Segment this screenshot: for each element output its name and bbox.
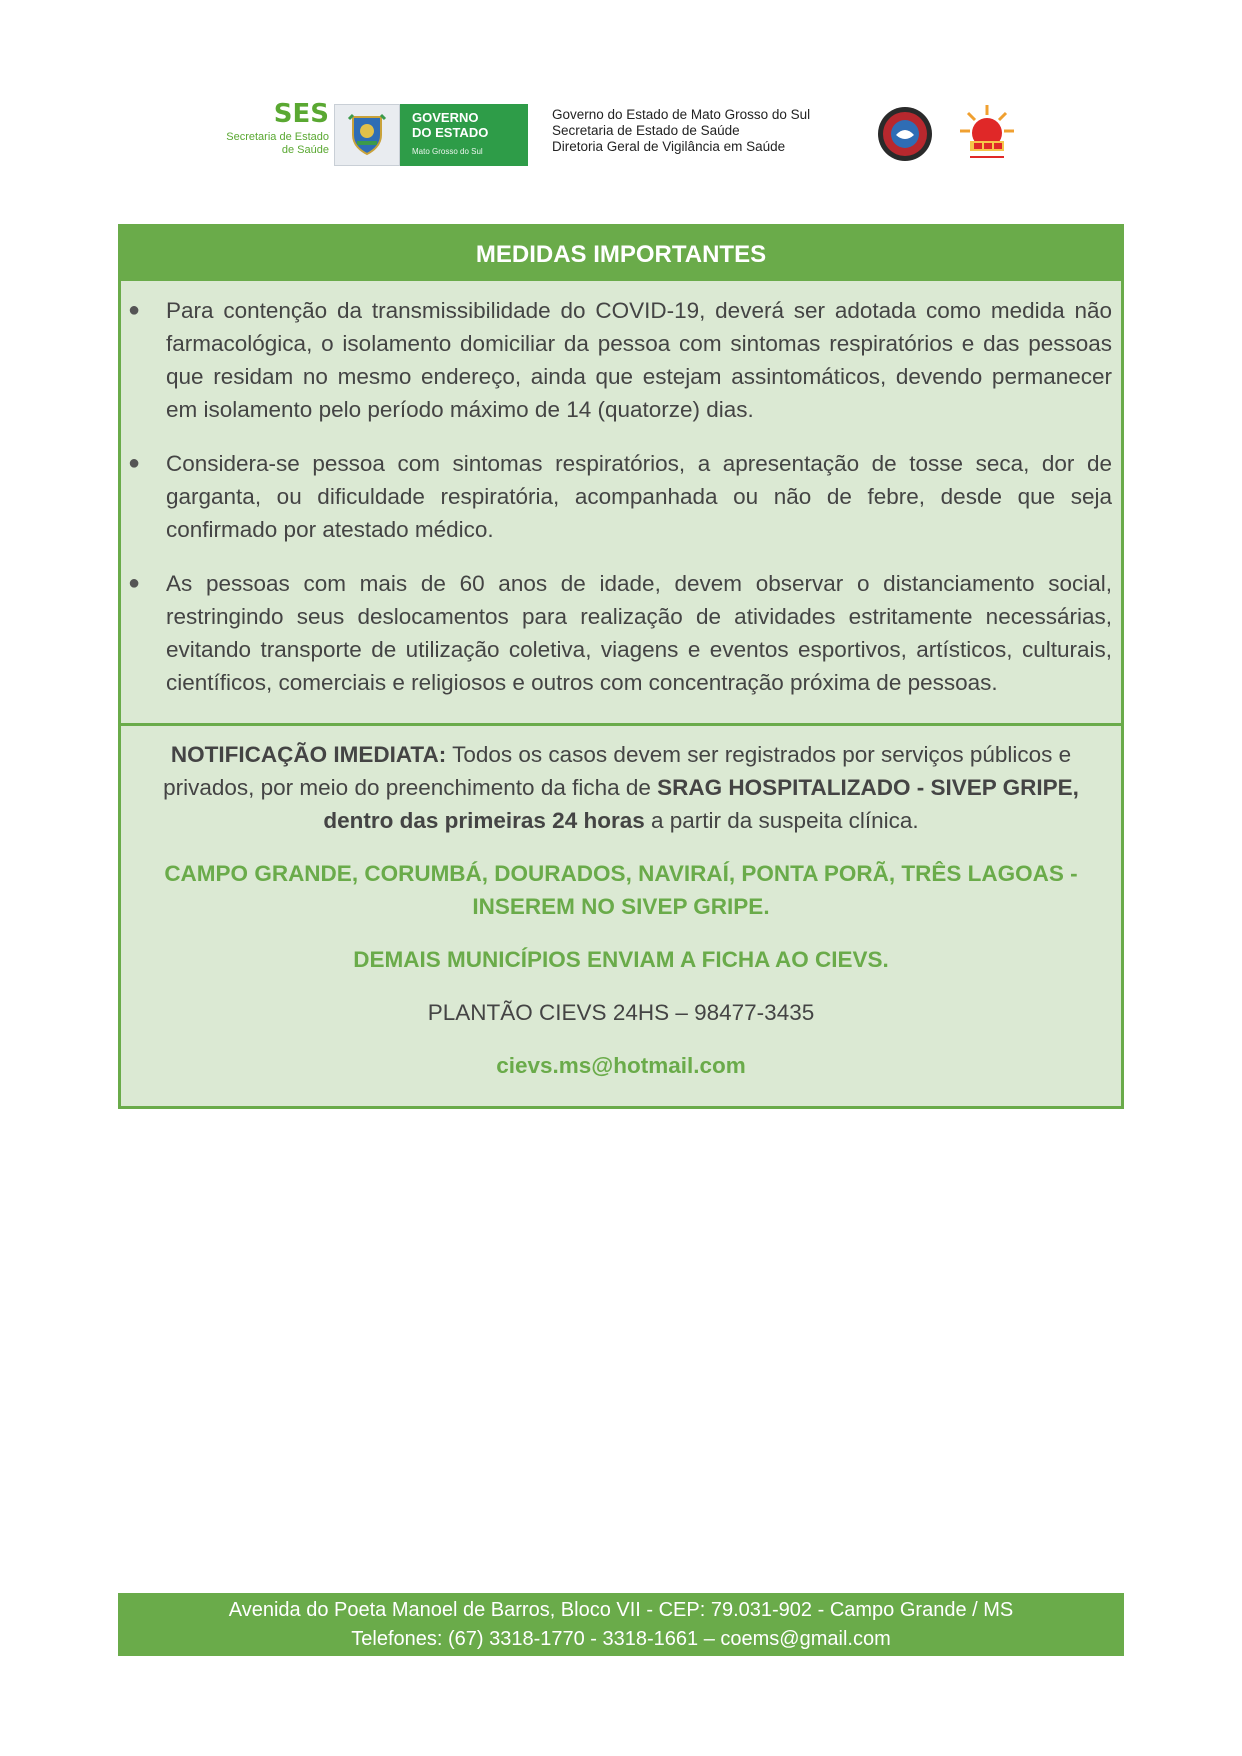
vigilancia-seal-icon	[876, 105, 934, 163]
list-item-text: As pessoas com mais de 60 anos de idade, devem observar o distanciamento social, restringindo seus deslocamentos para realização de atividades estritamente necessárias, evitando transporte de utilização coletiva, viagens e eventos esportivos, artísticos, culturais, científicos, comerciais e religiosos e outros com concentração próxima de pessoas.	[166, 571, 1112, 695]
notification-bold-text: SRAG HOSPITALIZADO - SIVEP GRIPE, dentro das primeiras 24 horas	[323, 775, 1079, 833]
plantao-line: PLANTÃO CIEVS 24HS – 98477-3435	[427, 1000, 815, 1025]
notification-text-1: Todos os casos devem ser registrados por serviços públicos e privados, por meio do preenchimento da ficha de	[163, 742, 1072, 800]
institution-line-2: Secretaria de Estado de Saúde	[552, 123, 740, 138]
list-item-text: Para contenção da transmissibilidade do COVID-19, deverá ser adotada como medida não farmacológica, o isolamento domiciliar da pessoa com sintomas respiratórios e das pessoas que residam no mesmo endereço, ainda que estejam assintomáticos, devendo permanecer em isolamento pelo período máximo de 14 (quatorze) dias.	[166, 298, 1112, 422]
box-title: MEDIDAS IMPORTANTES	[121, 227, 1121, 281]
footer-phones: Telefones: (67) 3318-1770 - 3318-1661 – coems@gmail.com	[351, 1628, 891, 1650]
ses-logo-title: SES	[273, 99, 329, 129]
ses-logo-subtitle-2: de Saúde	[281, 144, 329, 156]
governo-logo-line-2: DO ESTADO	[412, 125, 489, 140]
measures-list	[121, 281, 1121, 726]
medidas-box	[118, 224, 1124, 1109]
list-item	[121, 567, 1112, 699]
ses-logo-subtitle-1: Secretaria de Estado	[226, 131, 329, 143]
page-header	[200, 95, 1060, 170]
state-crest-icon	[334, 104, 400, 166]
footer-address: Avenida do Poeta Manoel de Barros, Bloco VII - CEP: 79.031-902 - Campo Grande / MS	[228, 1599, 1014, 1621]
list-item-text: Considera-se pessoa com sintomas respiratórios, a apresentação de tosse seca, dor de garganta, ou dificuldade respiratória, acompanhada ou não de febre, desde que seja confirmado por atestado médico.	[166, 451, 1112, 542]
list-item	[121, 294, 1112, 426]
notification-label: NOTIFICAÇÃO IMEDIATA:	[170, 742, 447, 767]
page-footer	[118, 1593, 1124, 1656]
institution-text	[552, 107, 810, 155]
governo-logo-line-1: GOVERNO	[412, 110, 479, 125]
bullet-icon: ●	[128, 452, 141, 474]
governo-logo	[400, 104, 528, 166]
institution-line-1: Governo do Estado de Mato Grosso do Sul	[552, 107, 811, 122]
bullet-icon: ●	[128, 299, 141, 321]
cities-line: CAMPO GRANDE, CORUMBÁ, DOURADOS, NAVIRAÍ, PONTA PORÃ, TRÊS LAGOAS - INSEREM NO SIVEP GRIPE.	[164, 861, 1078, 919]
institution-line-3: Diretoria Geral de Vigilância em Saúde	[552, 139, 786, 154]
governo-logo-state: Mato Grosso do Sul	[412, 147, 483, 156]
notification-section	[121, 726, 1121, 1106]
contact-email-link[interactable]: cievs.ms@hotmail.com	[496, 1053, 746, 1078]
notification-text-2: a partir da suspeita clínica.	[644, 808, 919, 833]
coe-ms-logo-icon	[956, 101, 1018, 163]
list-item	[121, 447, 1112, 546]
ses-logo	[204, 101, 329, 157]
bullet-icon: ●	[128, 572, 141, 594]
notification-paragraph	[139, 738, 1103, 837]
other-municipalities-line: DEMAIS MUNICÍPIOS ENVIAM A FICHA AO CIEVS.	[353, 947, 889, 972]
